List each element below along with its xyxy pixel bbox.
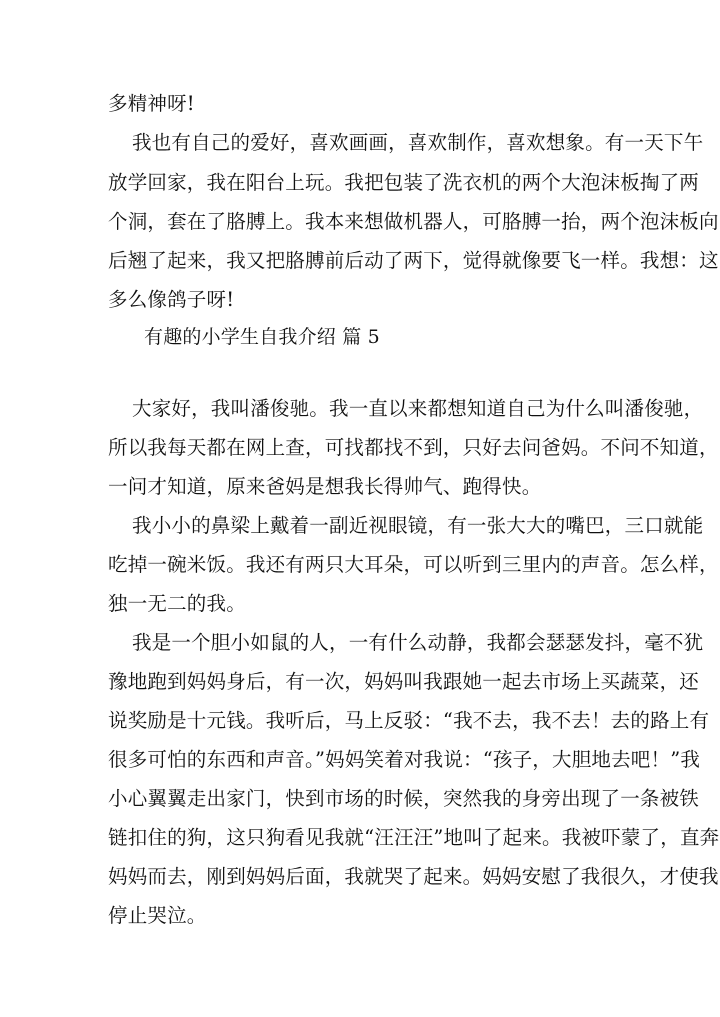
text-line: 吃掉一碗米饭。我还有两只大耳朵，可以听到三里内的声音。怎么样， xyxy=(108,553,719,576)
text-line: 多精神呀! xyxy=(108,92,195,115)
text-line: 很多可怕的东西和声音。”妈妈笑着对我说：“孩子，大胆地去吧！”我 xyxy=(108,748,701,771)
paragraph-first-line: 我是一个胆小如鼠的人，一有什么动静，我都会瑟瑟发抖，毫不犹 xyxy=(132,631,704,654)
text-line: 小心翼翼走出家门，快到市场的时候，突然我的身旁出现了一条被铁 xyxy=(108,787,700,810)
text-line: 独一无二的我。 xyxy=(108,592,246,615)
text-line: 说奖励是十元钱。我听后，马上反驳：“我不去，我不去！去的路上有 xyxy=(108,709,710,732)
text-line: 链扣住的狗，这只狗看见我就“汪汪汪”地叫了起来。我被吓蒙了，直奔 xyxy=(108,826,720,849)
paragraph-first-line: 我也有自己的爱好，喜欢画画，喜欢制作，喜欢想象。有一天下午 xyxy=(132,131,704,154)
text-line: 停止哭泣。 xyxy=(108,904,207,927)
text-line: 多么像鸽子呀! xyxy=(108,288,235,311)
text-line: 放学回家，我在阳台上玩。我把包装了洗衣机的两个大泡沫板掏了两 xyxy=(108,171,700,194)
text-line: 妈妈而去，刚到妈妈后面，我就哭了起来。妈妈安慰了我很久，才使我 xyxy=(108,865,719,888)
paragraph-first-line: 大家好，我叫潘俊驰。我一直以来都想知道自己为什么叫潘俊驰， xyxy=(132,397,704,420)
text-line: 后翘了起来，我又把胳膊前后动了两下，觉得就像要飞一样。我想：这 xyxy=(108,249,719,272)
paragraph-first-line: 我小小的鼻梁上戴着一副近视眼镜，有一张大大的嘴巴，三口就能 xyxy=(132,514,704,537)
text-line: 个洞，套在了胳膊上。我本来想做机器人，可胳膊一抬，两个泡沫板向 xyxy=(108,210,719,233)
text-line: 一问才知道，原来爸妈是想我长得帅气、跑得快。 xyxy=(108,475,542,498)
section-heading: 有趣的小学生自我介绍 篇 5 xyxy=(144,326,380,348)
text-line: 豫地跑到妈妈身后，有一次，妈妈叫我跟她一起去市场上买蔬菜，还 xyxy=(108,670,700,693)
text-line: 所以我每天都在网上查，可找都找不到，只好去问爸妈。不问不知道， xyxy=(108,436,719,459)
